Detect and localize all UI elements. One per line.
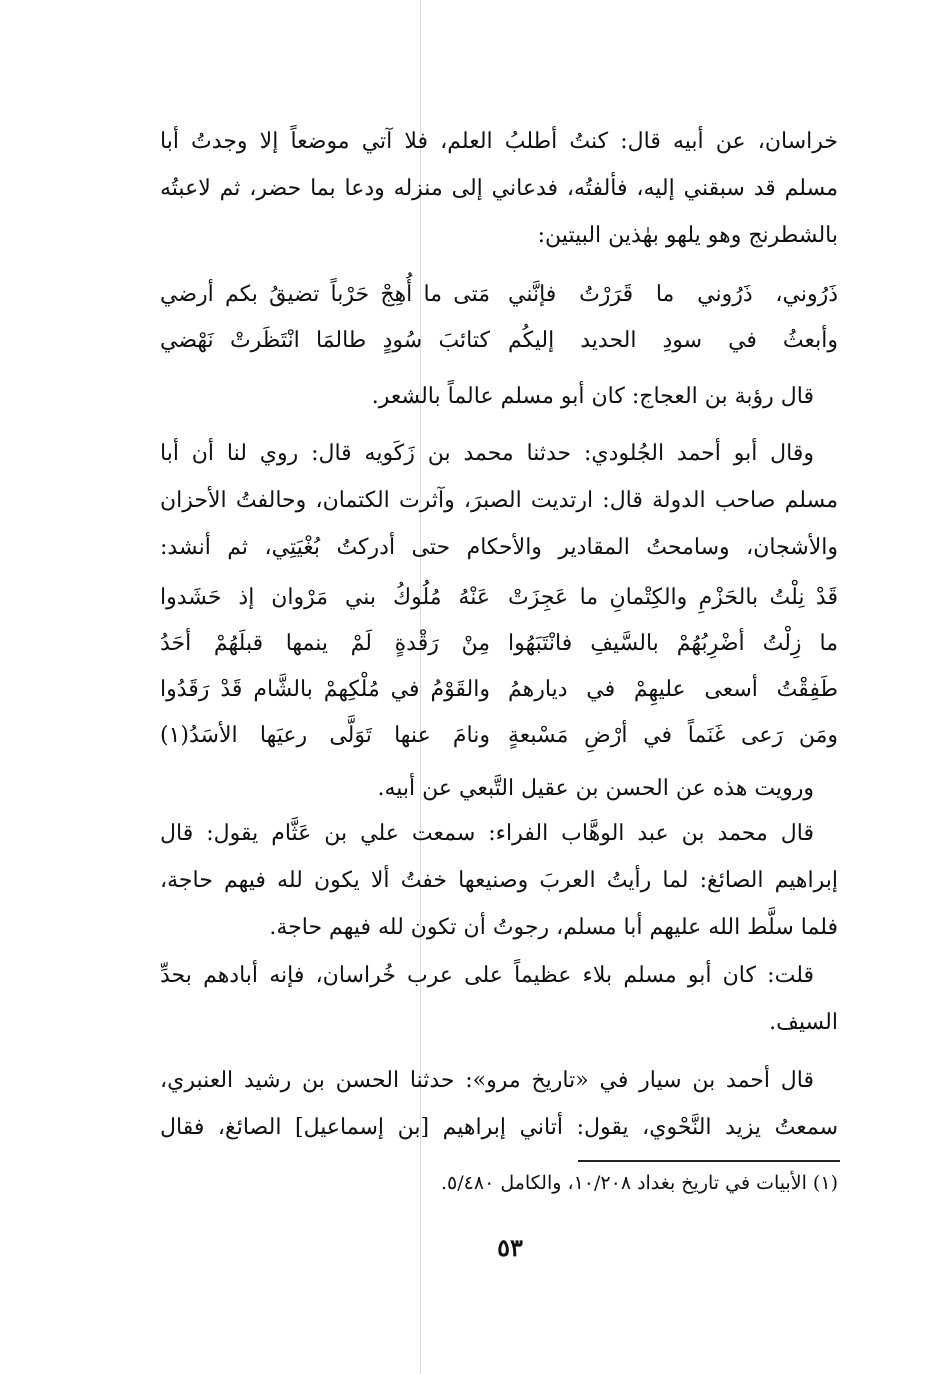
page-number: ٥٣ [497,1233,523,1262]
verse-second-hemistich: مِنْ رَقْدةٍ لَمْ ينمها قبلَهُمْ أحَدُ [160,631,490,656]
text-line: ورويت هذه عن الحسن بن عقيل التَّبعي عن أبيه. [377,776,814,801]
footnote-separator [578,1160,840,1162]
text-line: سمعتُ يزيد النَّحْوي، يقول: أتاني إبراهيم [بن إسماعيل] الصائغ، فقال [160,1115,838,1140]
text-line: قال أحمد بن سيار في «تاريخ مرو»: حدثنا الحسن بن رشيد العنبري، [160,1068,814,1093]
paragraph-abu-muslim-chess [160,118,838,259]
text-line: قلت: كان أبو مسلم بلاء عظيماً على عرب خُراسان، فإنه أبادهم بحدِّ [160,963,814,988]
verse-first-hemistich: ما زِلْتُ أضْرِبُهُمْ بالسَّيفِ فانْتَبَهُوا [508,631,838,656]
verse-line [160,318,838,364]
paragraph-ahmad-ibn-sayyar [160,1057,838,1151]
paragraph-juludi [160,430,838,571]
text-line: وقال أبو أحمد الجُلودي: حدثنا محمد بن زَكَويه قال: روي لنا أن أبا [160,441,814,466]
text-line: إبراهيم الصائغ: لما رأيتُ العربَ وصنيعها خفتُ ألا يكون لله فيهم حاجة، [160,868,838,893]
text-line: السيف. [769,1010,838,1035]
text-line: مسلم قد سبقني إليه، فألفتُه، فدعاني إلى منزله ودعا بما حضر، ثم لاعبتُه [160,176,838,201]
verse-first-hemistich: ومَن رَعى غَنَماً في أرْضِ مَسْبعةٍ [508,723,838,748]
text-line: بالشطرنج وهو يلهو بهٰذين البيتين: [537,223,838,248]
verse-first-hemistich: ذَرُوني، ذَرُوني ما قَرَرْتُ فإنَّني [508,282,838,307]
verse-line [160,667,838,713]
verse-second-hemistich: كتائبَ سُودٍ طالمَا انْتَظَرتْ نَهْضي [160,328,490,353]
verse-second-hemistich: والقَوْمُ في مُلْكِهمْ بالشَّام قَدْ رَقَدُوا [160,677,490,702]
text-line: مسلم صاحب الدولة قال: ارتديت الصبرَ، وآثرت الكتمان، وحالفتُ الأحزان [160,488,838,513]
verse-second-hemistich: عَنْهُ مُلُوكُ بني مَرْوان إذ حَشَدوا [160,585,490,610]
verse-line [160,713,838,759]
text-line: قال محمد بن عبد الوهَّاب الفراء: سمعت علي بن عَثَّام يقول: قال [160,821,814,846]
verse-first-hemistich: وأبعثُ في سودِ الحديد إليكُم [508,328,838,353]
footnote: (١) الأبيات في تاريخ بغداد ١٠/٢٠٨، والكامل ٥/٤٨٠. [441,1172,838,1194]
poem-block-1 [160,272,838,364]
paragraph-ruba [160,373,838,420]
paragraph-riwaya [160,765,838,812]
verse-line [160,575,838,621]
paragraph-farra [160,810,838,951]
verse-line [160,272,838,318]
verse-second-hemistich: مَتى ما أُهِجْ حَرْباً تضيقُ بكم أرضي [160,282,490,307]
text-line: قال رؤبة بن العجاج: كان أبو مسلم عالماً بالشعر. [371,384,814,409]
verse-first-hemistich: طَفِقْتُ أسعى عليهِمْ في ديارهمُ [508,677,838,702]
paragraph-qultu [160,952,838,1046]
text-line: خراسان، عن أبيه قال: كنتُ أطلبُ العلم، فلا آتي موضعاً إلا وجدتُ أبا [160,129,838,154]
text-line: فلما سلَّط الله عليهم أبا مسلم، رجوتُ أن تكون لله فيهم حاجة. [269,915,838,940]
verse-second-hemistich: ونامَ عنها تَوَلَّى رعيَها الأسَدُ(١) [160,723,490,748]
text-line: والأشجان، وسامحتُ المقادير والأحكام حتى أدركتُ بُغْيَتِي، ثم أنشد: [160,535,838,560]
verse-line [160,621,838,667]
verse-first-hemistich: قَدْ نِلْتُ بالحَزْمِ والكِتْمانِ ما عَجِزَتْ [508,585,838,610]
poem-block-2 [160,575,838,759]
